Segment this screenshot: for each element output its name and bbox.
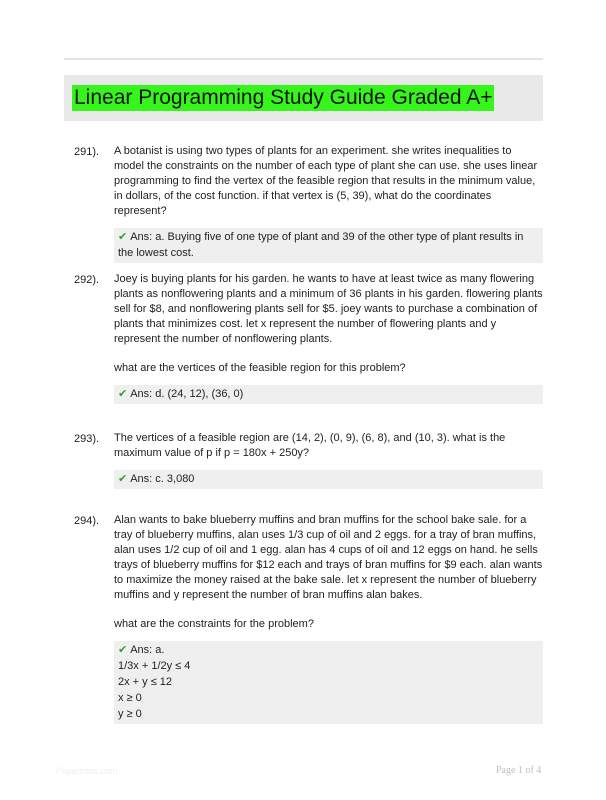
answer-box <box>114 470 543 489</box>
checkmark-icon: ✔ <box>118 231 128 243</box>
answer-line: x ≥ 0 <box>118 692 142 704</box>
checkmark-icon: ✔ <box>118 644 128 656</box>
question-number: 291). <box>74 146 100 158</box>
question-number: 292). <box>74 274 100 286</box>
top-divider <box>64 58 543 60</box>
answer-text: Ans: a. Buying five of one type of plant and 39 of the other type of plant results in the lowest cost. <box>118 231 524 259</box>
question-number: 294). <box>74 515 100 527</box>
question-subtext: what are the constraints for the problem? <box>114 618 314 630</box>
question-293 <box>64 431 543 489</box>
page-number: Page 1 of 4 <box>496 765 542 776</box>
question-291 <box>64 144 543 263</box>
title-banner <box>64 75 543 121</box>
question-text: A botanist is using two types of plants for an experiment. she writes inequalities to model the constraints on the number of each type of plant she can use. she uses linear programming to find the vertex of the feasible region that results in the minimum value, in dollars, of the cost function. if that vertex is (5, 39), what do the coordinates represent? <box>114 145 538 217</box>
question-text: Joey is buying plants for his garden. he wants to have at least twice as many flowering plants as nonflowering plants and a minimum of 36 plants in his garden. flowering plants sell for $8, and nonflowering plants sell for $5. joey wants to purchase a combination of plants that minimizes cost. let x represent the number of flowering plants and y represent the number of nonflowering plants. <box>114 273 543 345</box>
answer-text: Ans: d. (24, 12), (36, 0) <box>130 388 244 400</box>
answer-line: 1/3x + 1/2y ≤ 4 <box>118 660 191 672</box>
checkmark-icon: ✔ <box>118 388 128 400</box>
answer-box <box>114 641 543 724</box>
answer-line: 2x + y ≤ 12 <box>118 676 173 688</box>
answer-line: y ≥ 0 <box>118 708 142 720</box>
question-292 <box>64 272 543 404</box>
question-subtext: what are the vertices of the feasible region for this problem? <box>114 362 406 374</box>
answer-box <box>114 385 543 404</box>
footer-watermark: Paperbliss.com <box>56 766 118 776</box>
answer-box <box>114 228 543 263</box>
answer-text: Ans: a. <box>130 644 165 656</box>
question-text: Alan wants to bake blueberry muffins and bran muffins for the school bake sale. for a tray of blueberry muffins, alan uses 1/3 cup of oil and 2 eggs. for a tray of bran muffins, alan uses 1/2 cup of oil and 1 egg. alan has 4 cups of oil and 12 eggs on hand. he sells trays of blueberry muffins for $12 each and trays of bran muffins for $9 each. alan wants to maximize the money raised at the bake sale. let x represent the number of blueberry muffins and y represent the number of bran muffins alan bakes. <box>114 514 543 601</box>
answer-text: Ans: c. 3,080 <box>130 473 195 485</box>
question-294 <box>64 513 543 724</box>
question-text: The vertices of a feasible region are (14, 2), (0, 9), (6, 8), and (10, 3). what is the maximum value of p if p = 180x + 250y? <box>114 432 506 459</box>
checkmark-icon: ✔ <box>118 473 128 485</box>
question-number: 293). <box>74 433 100 445</box>
page-title: Linear Programming Study Guide Graded A+ <box>74 86 493 109</box>
